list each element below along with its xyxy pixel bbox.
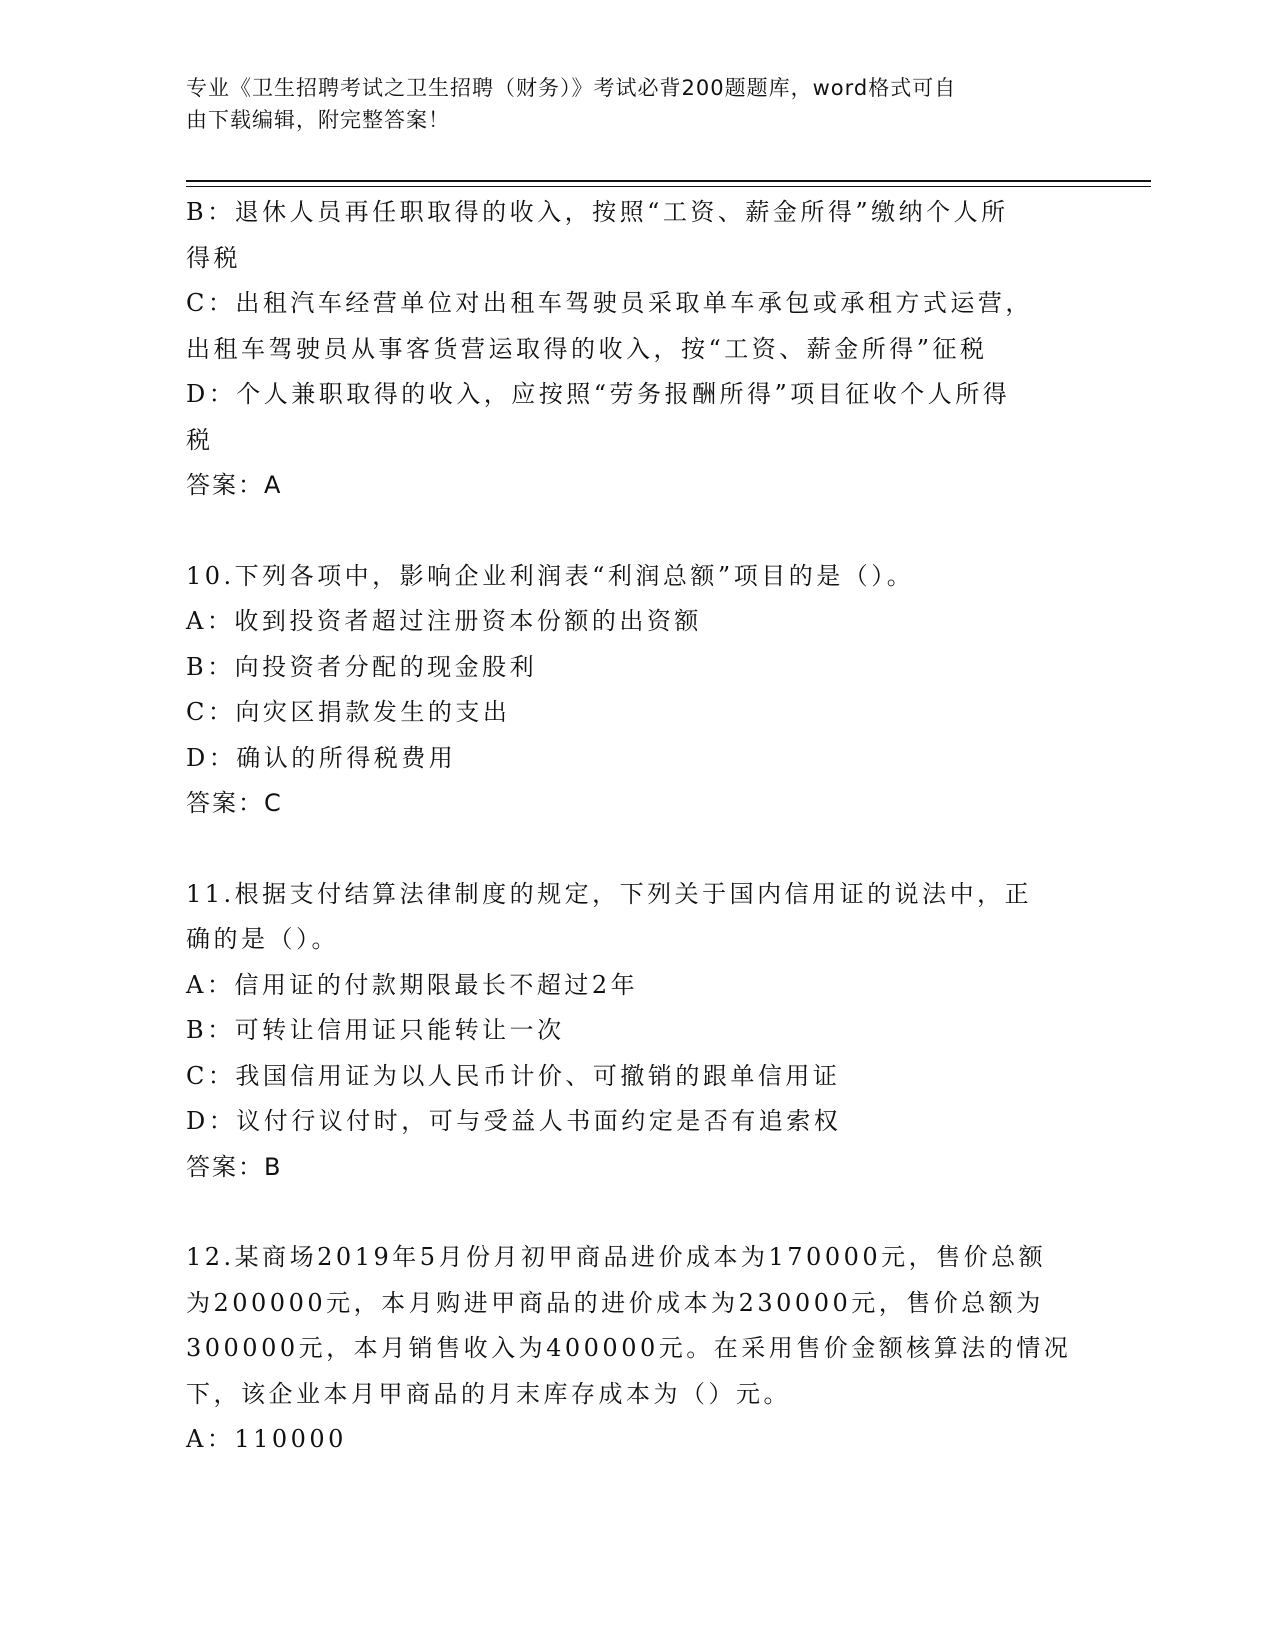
page-header	[186, 72, 1066, 136]
option-a: A：信用证的付款期限最长不超过2年	[186, 970, 639, 999]
option-b-line-1: B：退休人员再任职取得的收入，按照“工资、薪金所得”缴纳个人所	[186, 198, 1009, 226]
question-stem-line-2: 为200000元，本月购进甲商品的进价成本为230000元，售价总额为	[186, 1288, 1044, 1317]
question-9-continued	[186, 190, 1086, 509]
answer-label: 答案：A	[186, 471, 283, 499]
question-11	[186, 872, 1086, 1191]
question-stem-line-1: 12.某商场2019年5月份月初甲商品进价成本为170000元，售价总额	[186, 1243, 1047, 1271]
option-d: D：议付行议付时，可与受益人书面约定是否有追索权	[186, 1107, 842, 1135]
header-divider-thin	[186, 186, 1151, 187]
option-d-line-1: D：个人兼职取得的收入，应按照“劳务报酬所得”项目征收个人所得	[186, 380, 1011, 408]
option-a: A：收到投资者超过注册资本份额的出资额	[186, 607, 702, 635]
answer-label: 答案：C	[186, 789, 283, 817]
document-body	[186, 190, 1086, 1463]
question-12	[186, 1235, 1086, 1463]
question-stem-line-3: 300000元，本月销售收入为400000元。在采用售价金额核算法的情况	[186, 1334, 1072, 1362]
question-stem: 10.下列各项中，影响企业利润表“利润总额”项目的是（）。	[186, 561, 915, 590]
option-c-line-1: C：出租汽车经营单位对出租车驾驶员采取单车承包或承租方式运营，	[186, 289, 1033, 317]
option-d-line-2: 税	[186, 425, 214, 454]
option-b: B：向投资者分配的现金股利	[186, 652, 538, 681]
option-b-line-2: 得税	[186, 243, 241, 272]
option-b: B：可转让信用证只能转让一次	[186, 1016, 565, 1044]
question-stem-line-1: 11.根据支付结算法律制度的规定，下列关于国内信用证的说法中，正	[186, 879, 1033, 908]
option-c: C：我国信用证为以人民币计价、可撤销的跟单信用证	[186, 1061, 841, 1090]
header-divider-thick	[186, 180, 1151, 182]
answer-label: 答案：B	[186, 1152, 283, 1181]
option-c: C：向灾区捐款发生的支出	[186, 698, 511, 726]
question-stem-line-2: 确的是（）。	[186, 925, 339, 953]
option-d: D：确认的所得税费用	[186, 743, 457, 772]
header-title-line-2: 由下载编辑，附完整答案！	[186, 108, 450, 132]
question-10	[186, 554, 1086, 827]
option-c-line-2: 出租车驾驶员从事客货营运取得的收入，按“工资、薪金所得”征税	[186, 334, 988, 363]
question-stem-line-4: 下，该企业本月甲商品的月末库存成本为（）元。	[186, 1379, 791, 1408]
header-title-line-1: 专业《卫生招聘考试之卫生招聘（财务）》考试必背200题题库，word格式可自	[186, 76, 957, 100]
option-a: A：110000	[186, 1425, 347, 1453]
